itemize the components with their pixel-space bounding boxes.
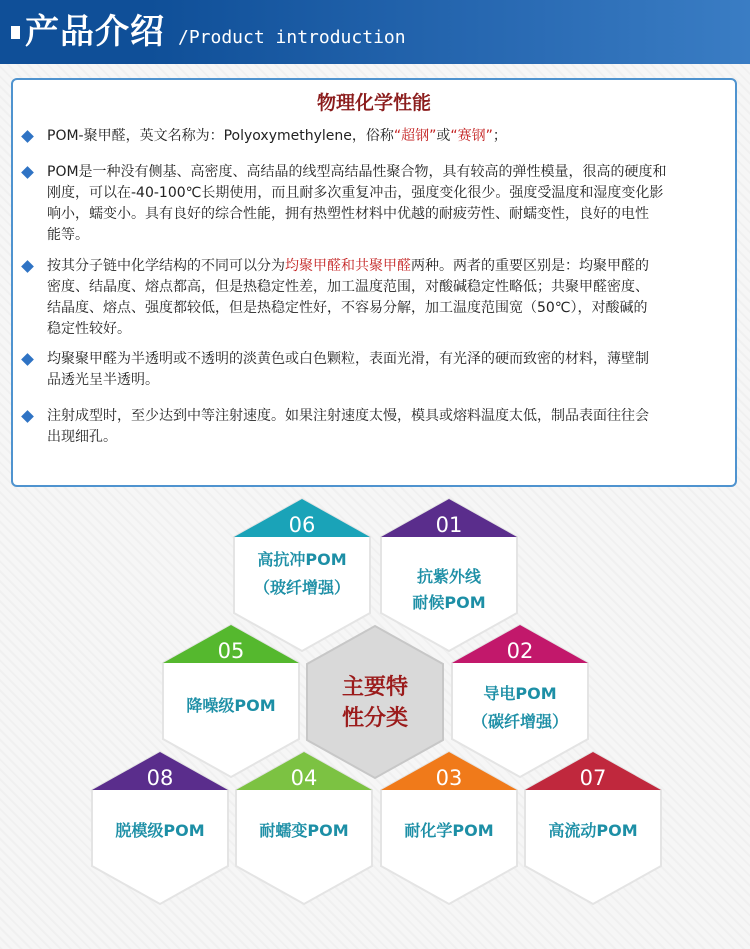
panel-title: 物理化学性能: [316, 92, 431, 114]
paragraph-line: 响小，蠕变小。具有良好的综合性能，拥有热塑性材料中优越的耐疲劳性、耐蠕变性，良好的电性: [47, 206, 649, 222]
header-title: 产品介绍: [25, 12, 165, 52]
paragraph-line: 刚度，可以在-40-100℃长期使用，而且耐多次重复冲击，强度变化很少。强度受温度和湿度变化影: [47, 185, 664, 201]
hex-feature-04: [232, 748, 376, 908]
highlight-connector: 或: [436, 128, 451, 144]
center-label-line2: 性分类: [341, 706, 408, 731]
paragraph-4-text: [47, 349, 733, 391]
highlight-saigang: “赛钢”: [450, 128, 493, 144]
feature-number: 08: [146, 766, 174, 790]
properties-panel: [11, 78, 737, 487]
feature-label-line1: 降噪级POM: [186, 696, 276, 715]
feature-number: 07: [579, 766, 607, 790]
bullet-diamond-icon: [21, 166, 34, 179]
paragraph-2-text: [47, 162, 733, 246]
feature-label-line1: 脱模级POM: [115, 821, 205, 840]
bullet-diamond-icon: [21, 130, 34, 143]
paragraph-line: 密度、结晶度、熔点都高，但是热稳定性差，加工温度范围，对酸碱稳定性略低；共聚甲醛密度、: [47, 279, 649, 295]
paragraph-3-text: [47, 256, 733, 340]
feature-number: 02: [506, 639, 534, 663]
header-banner: [0, 0, 750, 64]
feature-label-line2: （玻纤增强）: [253, 578, 350, 597]
paragraph-line: 能等。: [47, 227, 89, 243]
hex-feature-07: [521, 748, 665, 908]
paragraph-1-text: POM-聚甲醛，英文名称为：Polyoxymethylene，俗称“超钢”或“赛钢”；: [47, 128, 507, 144]
paragraph-5-text: [47, 406, 733, 448]
highlight-polymer-types: 均聚甲醛和共聚甲醛: [285, 258, 411, 274]
feature-label-line1: 耐蠕变POM: [259, 821, 349, 840]
feature-label-line2: 耐候POM: [412, 593, 486, 612]
highlight-chaogang: “超钢”: [393, 128, 437, 144]
bullet-diamond-icon: [21, 353, 34, 366]
hex-feature-03: [377, 748, 521, 908]
feature-number: 04: [290, 766, 318, 790]
paragraph-line: 注射成型时，至少达到中等注射速度。如果注射速度太慢，模具或熔料温度太低，制品表面往往会: [47, 408, 649, 424]
feature-label-line1: 耐化学POM: [404, 821, 494, 840]
feature-label-line1: 高抗冲POM: [257, 550, 347, 569]
feature-number: 01: [435, 513, 463, 537]
feature-number: 03: [435, 766, 463, 790]
paragraph-line: 稳定性较好。: [47, 321, 131, 337]
header-subtitle: /Product introduction: [178, 27, 406, 48]
paragraph-line: 结晶度、熔点、强度都较低，但是热稳定性好，不容易分解，加工温度范围宽（50℃），对酸碱的: [47, 300, 648, 316]
paragraph-line: 品透光呈半透明。: [47, 372, 159, 388]
paragraph-line: 出现细孔。: [47, 429, 117, 445]
feature-label-line2: （碳纤增强）: [471, 712, 568, 731]
paragraph-line: 按其分子链中化学结构的不同可以分为均聚甲醛和共聚甲醛两种。两者的重要区别是：均聚甲醛的: [47, 258, 649, 274]
hex-feature-08: [88, 748, 232, 908]
center-label-line1: 主要特: [341, 675, 408, 700]
bullet-diamond-icon: [21, 410, 34, 423]
feature-label-line1: 抗紫外线: [416, 567, 481, 586]
feature-label-line1: 高流动POM: [548, 821, 638, 840]
paragraph-line: 均聚聚甲醛为半透明或不透明的淡黄色或白色颗粒，表面光滑，有光泽的硬而致密的材料，薄壁制: [47, 351, 649, 367]
paragraph-1: [23, 126, 733, 147]
paragraph-2: [23, 162, 733, 246]
paragraph-3: [23, 256, 733, 340]
header-marker: [11, 26, 20, 39]
feature-label-line1: 导电POM: [483, 684, 557, 703]
feature-number: 06: [288, 513, 316, 537]
feature-hexagon-grid: [0, 490, 750, 949]
paragraph-4: [23, 349, 733, 391]
paragraph-line: POM是一种没有侧基、高密度、高结晶的线型高结晶性聚合物，具有较高的弹性模量，很高的硬度和: [47, 164, 667, 180]
bullet-diamond-icon: [21, 260, 34, 273]
feature-number: 05: [217, 639, 245, 663]
paragraph-5: [23, 406, 733, 448]
